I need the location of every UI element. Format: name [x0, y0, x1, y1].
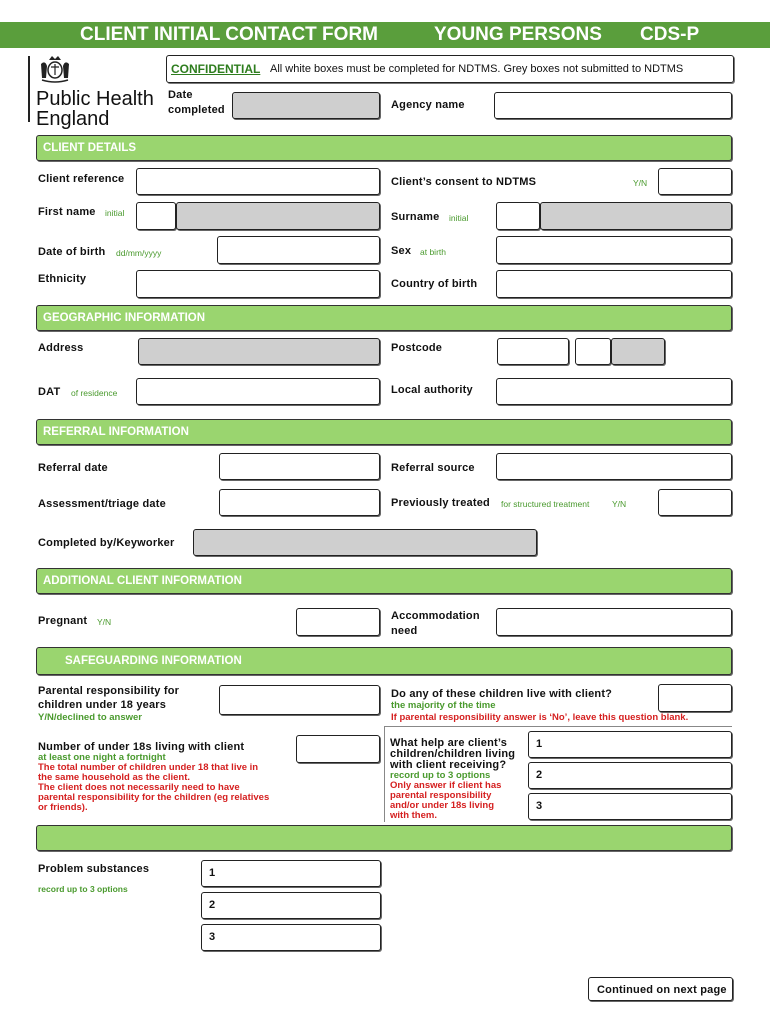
sex-hint: at birth	[420, 247, 446, 257]
postcode-part3-field[interactable]	[611, 338, 665, 365]
logo-line2: England	[36, 108, 110, 130]
first-name-hint: initial	[105, 208, 125, 218]
date-completed-field[interactable]	[232, 92, 380, 119]
completed-by-label: Completed by/Keyworker	[38, 537, 175, 549]
problem-option-3-field[interactable]	[201, 924, 381, 951]
sex-field[interactable]	[496, 236, 732, 264]
consent-hint: Y/N	[633, 178, 648, 188]
date-completed-label-1: Date	[168, 89, 193, 101]
problem-substances-hint: record up to 3 options	[38, 884, 128, 894]
consent-field[interactable]	[658, 168, 732, 195]
client-reference-field[interactable]	[136, 168, 380, 195]
live-with-label: Do any of these children live with client?	[391, 688, 613, 700]
postcode-part2-field[interactable]	[575, 338, 611, 365]
date-completed-label-2: completed	[168, 104, 225, 116]
first-name-field[interactable]	[176, 202, 380, 230]
section-blank-band	[36, 825, 732, 851]
first-name-label: First name	[38, 206, 96, 218]
form-subtitle: YOUNG PERSONS	[434, 24, 602, 45]
section-geographic	[36, 305, 732, 331]
referral-source-label: Referral source	[391, 462, 475, 474]
live-with-hint: the majority of the time	[391, 700, 496, 711]
option-number: 3	[209, 931, 216, 943]
dob-label: Date of birth	[38, 246, 106, 258]
accommodation-label-1: Accommodation	[391, 610, 480, 622]
parental-field[interactable]	[219, 685, 380, 715]
referral-date-field[interactable]	[219, 453, 380, 480]
under18-label: Number of under 18s living with client	[38, 741, 245, 753]
pregnant-label: Pregnant	[38, 615, 88, 627]
previously-treated-field[interactable]	[658, 489, 732, 516]
parental-hint: Y/N/declined to answer	[38, 712, 142, 723]
previously-treated-label: Previously treated	[391, 497, 490, 509]
dob-field[interactable]	[217, 236, 380, 264]
help-label-3: with client receiving?	[390, 759, 507, 771]
option-number: 3	[536, 800, 543, 812]
ethnicity-field[interactable]	[136, 270, 380, 298]
problem-option-1-field[interactable]	[201, 860, 381, 887]
section-title: REFERRAL INFORMATION	[43, 426, 189, 438]
under18-note-1: The total number of children under 18 that live in	[38, 762, 259, 773]
under18-hint: at least one night a fortnight	[38, 752, 166, 763]
under18-note-3: The client does not necessarily need to have	[38, 782, 240, 793]
postcode-part1-field[interactable]	[497, 338, 569, 365]
dat-label: DAT	[38, 386, 61, 398]
option-number: 1	[536, 738, 543, 750]
surname-initial-field[interactable]	[496, 202, 540, 230]
pregnant-hint: Y/N	[97, 617, 112, 627]
consent-label: Client’s consent to NDTMS	[391, 176, 537, 188]
section-title: SAFEGUARDING INFORMATION	[65, 655, 242, 667]
help-label-2: children/children living	[390, 748, 516, 760]
address-label: Address	[38, 342, 84, 354]
help-note-2: parental responsibility	[390, 790, 492, 801]
section-title: ADDITIONAL CLIENT INFORMATION	[43, 575, 242, 587]
section-title: GEOGRAPHIC INFORMATION	[43, 312, 206, 324]
under18-note-5: or friends).	[38, 802, 88, 813]
surname-field[interactable]	[540, 202, 732, 230]
dob-hint: dd/mm/yyyy	[116, 248, 162, 258]
live-with-field[interactable]	[658, 684, 732, 712]
address-field[interactable]	[138, 338, 380, 365]
option-number: 2	[209, 899, 216, 911]
help-option-2-field[interactable]	[528, 762, 732, 789]
divider-vertical	[384, 726, 385, 822]
help-note-3: and/or under 18s living	[390, 800, 494, 811]
postcode-label: Postcode	[391, 342, 443, 354]
ethnicity-label: Ethnicity	[38, 273, 87, 285]
notice-text: All white boxes must be completed for NDTMS. Grey boxes not submitted to NDTMS	[270, 63, 684, 75]
continued-next-page-button[interactable]	[588, 977, 733, 1001]
agency-name-label: Agency name	[391, 99, 465, 111]
assessment-date-label: Assessment/triage date	[38, 498, 166, 510]
option-number: 2	[536, 769, 543, 781]
previously-treated-hint: for structured treatment	[501, 499, 590, 509]
pregnant-field[interactable]	[296, 608, 380, 636]
form-title-bar	[0, 22, 770, 48]
local-authority-field[interactable]	[496, 378, 732, 405]
dat-hint: of residence	[71, 388, 118, 398]
under18-field[interactable]	[296, 735, 380, 763]
surname-label: Surname	[391, 211, 440, 223]
section-referral	[36, 419, 732, 445]
client-reference-label: Client reference	[38, 173, 125, 185]
section-title: CLIENT DETAILS	[43, 142, 137, 154]
first-name-initial-field[interactable]	[136, 202, 176, 230]
help-hint: record up to 3 options	[390, 770, 491, 781]
continued-label: Continued on next page	[597, 984, 727, 996]
logo-line1: Public Health	[36, 88, 154, 110]
divider-line	[384, 726, 732, 727]
referral-source-field[interactable]	[496, 453, 732, 480]
accommodation-field[interactable]	[496, 608, 732, 636]
under18-note-4: parental responsibility for the children (eg relatives	[38, 792, 270, 803]
confidential-notice	[166, 55, 734, 83]
help-label-1: What help are client’s	[390, 737, 508, 749]
section-additional	[36, 568, 732, 594]
country-of-birth-label: Country of birth	[391, 278, 478, 290]
live-with-note: If parental responsibility answer is ‘No’, leave this question blank.	[391, 712, 689, 723]
help-option-3-field[interactable]	[528, 793, 732, 820]
confidential-label: CONFIDENTIAL	[171, 62, 261, 76]
help-note-4: with them.	[390, 810, 437, 821]
royal-crest-icon	[36, 54, 74, 84]
parental-label-2: children under 18 years	[38, 699, 167, 711]
referral-date-label: Referral date	[38, 462, 108, 474]
problem-substances-label: Problem substances	[38, 863, 150, 875]
problem-option-2-field[interactable]	[201, 892, 381, 919]
previously-treated-yn: Y/N	[612, 499, 627, 509]
logo-divider	[28, 56, 30, 122]
section-client-details	[36, 135, 732, 161]
help-note-1: Only answer if client has	[390, 780, 502, 791]
country-of-birth-field[interactable]	[496, 270, 732, 298]
agency-name-field[interactable]	[494, 92, 732, 119]
option-number: 1	[209, 867, 216, 879]
local-authority-label: Local authority	[391, 384, 473, 396]
surname-hint: initial	[449, 213, 469, 223]
section-safeguarding	[36, 647, 732, 675]
sex-label: Sex	[391, 245, 412, 257]
under18-note-2: the same household as the client.	[38, 772, 191, 783]
accommodation-label-2: need	[391, 625, 418, 637]
assessment-date-field[interactable]	[219, 489, 380, 516]
form-code: CDS-P	[640, 24, 700, 45]
completed-by-field[interactable]	[193, 529, 537, 556]
help-option-1-field[interactable]	[528, 731, 732, 758]
parental-label-1: Parental responsibility for	[38, 685, 180, 697]
dat-field[interactable]	[136, 378, 380, 405]
form-title: CLIENT INITIAL CONTACT FORM	[80, 24, 378, 45]
